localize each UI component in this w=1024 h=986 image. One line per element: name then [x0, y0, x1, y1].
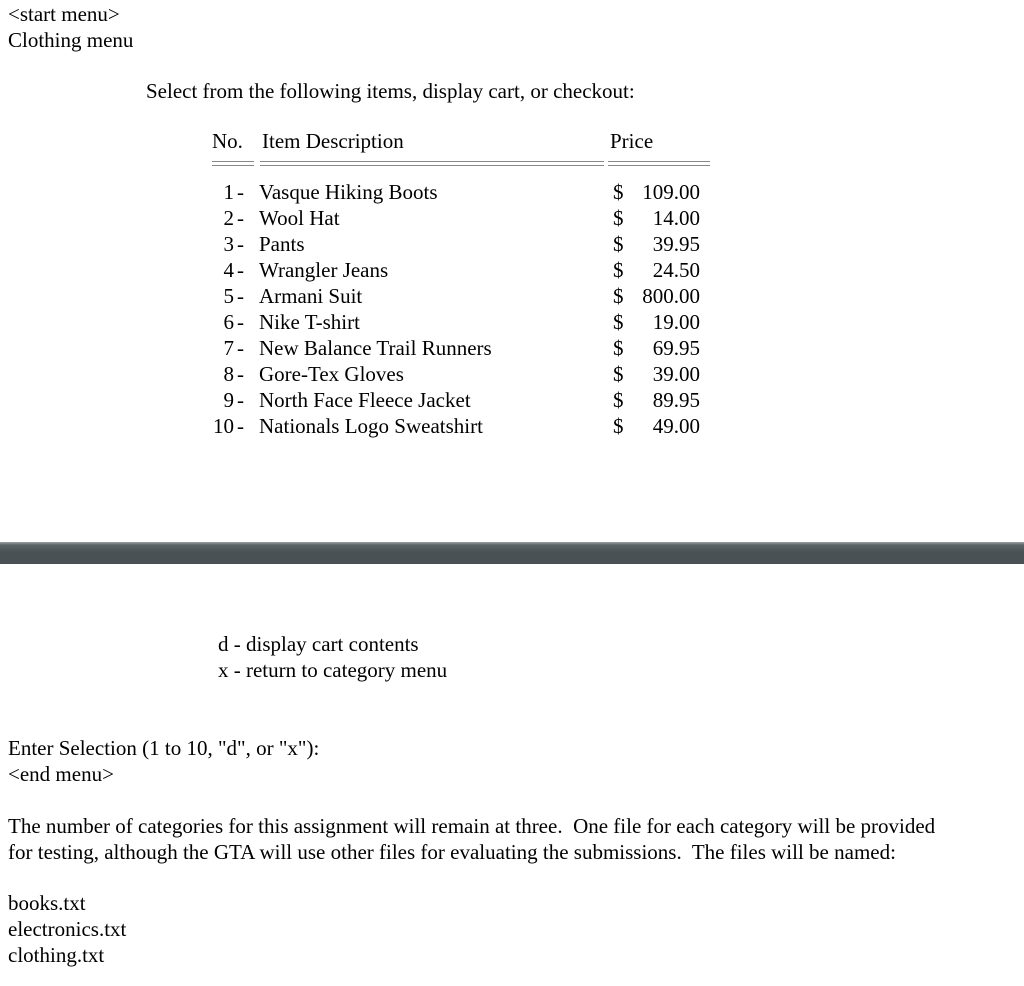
- item-number: 6: [223, 310, 234, 334]
- price-currency: $: [613, 232, 624, 256]
- item-rows: [210, 179, 730, 439]
- item-dash: -: [237, 414, 244, 438]
- column-header-no: No.: [212, 129, 243, 153]
- item-number: 3: [223, 232, 234, 256]
- item-description: Nike T-shirt: [259, 310, 360, 334]
- separator-no: [212, 158, 254, 170]
- item-number: 7: [223, 336, 234, 360]
- table-row: [210, 283, 730, 309]
- option-return-category: x - return to category menu: [218, 658, 448, 682]
- price-amount: 109.00: [642, 180, 700, 204]
- table-row: [210, 335, 730, 361]
- price-amount: 39.00: [652, 362, 700, 386]
- price-currency: $: [613, 414, 624, 438]
- table-row: [210, 231, 730, 257]
- enter-selection-prompt: Enter Selection (1 to 10, "d", or "x"):: [8, 736, 320, 760]
- price-currency: $: [613, 284, 624, 308]
- item-description: Wrangler Jeans: [259, 258, 389, 282]
- item-number: 9: [223, 388, 234, 412]
- item-description: Nationals Logo Sweatshirt: [259, 414, 483, 438]
- table-row: [210, 413, 730, 439]
- table-row: [210, 205, 730, 231]
- price-currency: $: [613, 388, 624, 412]
- price-currency: $: [613, 336, 624, 360]
- item-description: North Face Fleece Jacket: [259, 388, 471, 412]
- prompt-intro: Select from the following items, display cart, or checkout:: [146, 79, 635, 103]
- column-header-price: Price: [610, 129, 654, 153]
- item-dash: -: [237, 258, 244, 282]
- item-description: Pants: [259, 232, 305, 256]
- separator-price: [608, 158, 710, 170]
- item-number: 2: [223, 206, 234, 230]
- item-number: 4: [223, 258, 234, 282]
- item-description: Vasque Hiking Boots: [259, 180, 438, 204]
- price-amount: 49.00: [652, 414, 700, 438]
- item-dash: -: [237, 310, 244, 334]
- item-dash: -: [237, 388, 244, 412]
- section-divider: [0, 542, 1024, 564]
- item-description: Wool Hat: [259, 206, 340, 230]
- column-header-description: Item Description: [262, 129, 404, 153]
- separator-description: [260, 158, 604, 170]
- table-row: [210, 257, 730, 283]
- price-currency: $: [613, 258, 624, 282]
- table-row: [210, 361, 730, 387]
- item-dash: -: [237, 232, 244, 256]
- paragraph-line-2: for testing, although the GTA will use other files for evaluating the submissions. The files will be named:: [8, 840, 896, 864]
- table-row: [210, 179, 730, 205]
- item-description: Armani Suit: [259, 284, 363, 308]
- table-row: [210, 309, 730, 335]
- item-dash: -: [237, 362, 244, 386]
- table-row: [210, 387, 730, 413]
- item-dash: -: [237, 180, 244, 204]
- item-description: New Balance Trail Runners: [259, 336, 492, 360]
- price-currency: $: [613, 362, 624, 386]
- item-dash: -: [237, 206, 244, 230]
- price-amount: 800.00: [642, 284, 700, 308]
- paragraph-line-1: The number of categories for this assignment will remain at three. One file for each category will be provided: [8, 814, 936, 838]
- menu-title: Clothing menu: [8, 28, 134, 52]
- price-currency: $: [613, 310, 624, 334]
- price-currency: $: [613, 180, 624, 204]
- price-currency: $: [613, 206, 624, 230]
- item-description: Gore-Tex Gloves: [259, 362, 404, 386]
- item-dash: -: [237, 336, 244, 360]
- option-display-cart: d - display cart contents: [218, 632, 419, 656]
- item-number: 5: [223, 284, 234, 308]
- price-amount: 14.00: [652, 206, 700, 230]
- end-menu-tag: <end menu>: [8, 762, 114, 786]
- item-dash: -: [237, 284, 244, 308]
- file-name: clothing.txt: [8, 943, 105, 967]
- item-number: 10: [213, 414, 234, 438]
- price-amount: 39.95: [652, 232, 700, 256]
- price-amount: 69.95: [652, 336, 700, 360]
- file-name: electronics.txt: [8, 917, 127, 941]
- file-name: books.txt: [8, 891, 86, 915]
- start-menu-tag: <start menu>: [8, 2, 120, 26]
- price-amount: 24.50: [652, 258, 700, 282]
- price-amount: 89.95: [652, 388, 700, 412]
- price-amount: 19.00: [652, 310, 700, 334]
- item-number: 1: [223, 180, 234, 204]
- item-number: 8: [223, 362, 234, 386]
